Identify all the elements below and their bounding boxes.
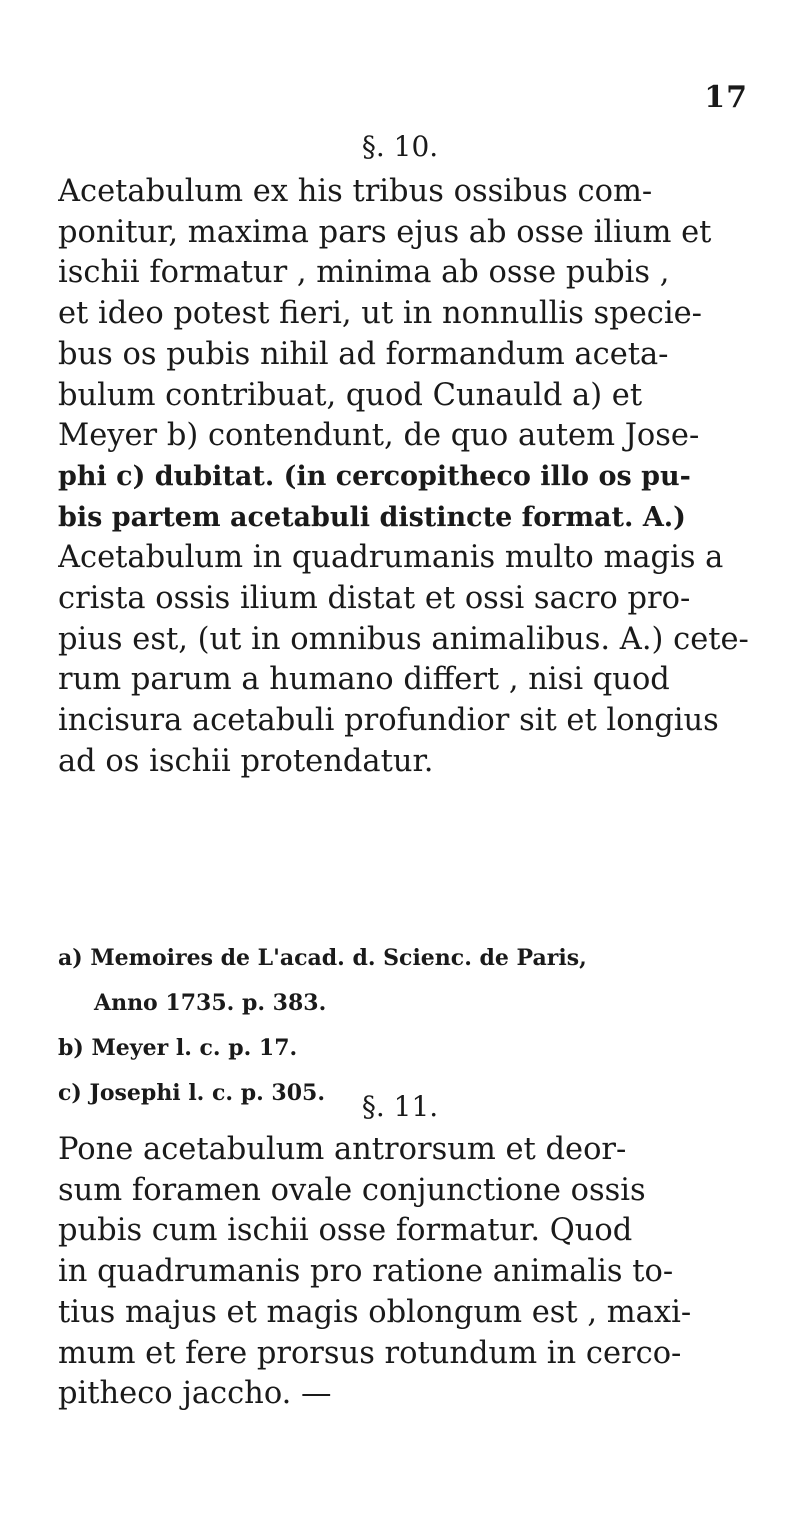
text-line: tius majus et magis oblongum est , maxi- xyxy=(58,1294,692,1330)
text-line: incisura acetabuli profundior sit et longius xyxy=(58,703,719,739)
text-line: ponitur, maxima pars ejus ab osse ilium et xyxy=(58,214,712,250)
text-line: mum et fere prorsus rotundum in cerco- xyxy=(58,1335,682,1371)
page-number: 17 xyxy=(704,80,748,115)
text-line: crista ossis ilium distat et ossi sacro pro- xyxy=(58,581,691,617)
footnote-a-continuation: Anno 1735. p. 383. xyxy=(94,990,327,1016)
text-line: Pone acetabulum antrorsum et deor- xyxy=(58,1132,627,1167)
text-line: pubis cum ischii osse formatur. Quod xyxy=(58,1213,633,1249)
footnotes xyxy=(58,936,770,1116)
footnote-b: b) Meyer l. c. p. 17. xyxy=(58,1035,298,1061)
section-heading-10: §. 10. xyxy=(361,130,439,163)
section-heading-11: §. 11. xyxy=(361,1090,439,1123)
text-line: Meyer b) contendunt, de quo autem Jose- xyxy=(58,418,700,454)
text-line: bulum contribuat, quod Cunauld a) et xyxy=(58,377,643,413)
text-line: phi c) dubitat. (in cercopitheco illo os pu- xyxy=(58,460,691,492)
paragraph-section-11 xyxy=(58,1130,770,1415)
text-line: in quadrumanis pro ratione animalis to- xyxy=(58,1254,674,1290)
text-line: rum parum a humano differt , nisi quod xyxy=(58,662,670,698)
text-line: ischii formatur , minima ab osse pubis , xyxy=(58,255,670,291)
text-line: pius est, (ut in omnibus animalibus. A.) cete- xyxy=(58,621,749,657)
text-line: bus os pubis nihil ad formandum aceta- xyxy=(58,336,669,372)
text-line: et ideo potest fieri, ut in nonnullis specie- xyxy=(58,296,702,332)
paragraph-section-10 xyxy=(58,172,770,783)
text-line: ad os ischii protendatur. xyxy=(58,743,434,779)
text-line: bis partem acetabuli distincte format. A.) xyxy=(58,501,686,533)
text-line: sum foramen ovale conjunctione ossis xyxy=(58,1172,646,1208)
text-line: Acetabulum ex his tribus ossibus com- xyxy=(58,174,653,209)
footnote-a: a) Memoires de L'acad. d. Scienc. de Paris, xyxy=(58,945,587,971)
text-line: pitheco jaccho. — xyxy=(58,1376,332,1412)
text-line: Acetabulum in quadrumanis multo magis a xyxy=(58,540,724,576)
footnote-c: c) Josephi l. c. p. 305. xyxy=(58,1080,325,1106)
